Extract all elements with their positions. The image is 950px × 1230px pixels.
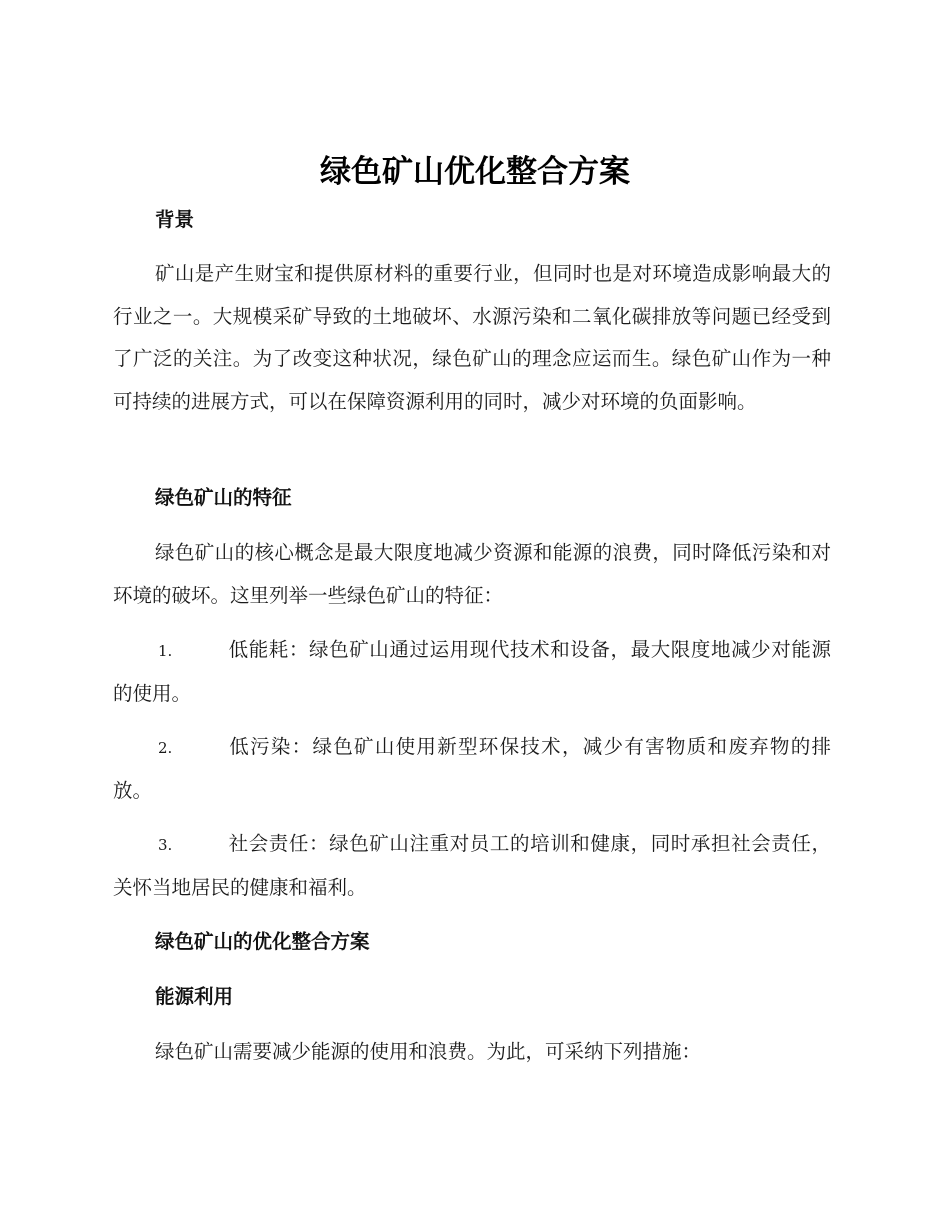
heading-features: 绿色矿山的特征 — [155, 486, 292, 509]
document-title: 绿色矿山优化整合方案 — [320, 154, 630, 190]
list-item-2 — [113, 726, 831, 812]
heading-energy: 能源利用 — [155, 985, 234, 1008]
list-item-3 — [113, 823, 831, 909]
heading-plan: 绿色矿山的优化整合方案 — [155, 930, 370, 953]
paragraph-energy: 绿色矿山需要减少能源的使用和浪费。为此，可采纳下列措施： — [155, 1040, 702, 1063]
list-item-text: 低污染：绿色矿山使用新型环保技术，减少有害物质和废弃物的排放。 — [113, 735, 831, 802]
list-item-number: 2. — [158, 739, 173, 757]
list-item-number: 1. — [158, 642, 173, 660]
list-item-number: 3. — [158, 836, 173, 854]
paragraph-features: 绿色矿山的核心概念是最大限度地减少资源和能源的浪费，同时降低污染和对环境的破坏。这里列举一些绿色矿山的特征： — [113, 541, 831, 607]
list-item-text: 社会责任：绿色矿山注重对员工的培训和健康，同时承担社会责任，关怀当地居民的健康和福利。 — [113, 832, 831, 899]
list-item-1 — [113, 629, 831, 715]
heading-background: 背景 — [155, 208, 195, 231]
list-item-text: 低能耗：绿色矿山通过运用现代技术和设备，最大限度地减少对能源的使用。 — [113, 638, 831, 705]
paragraph-background: 矿山是产生财宝和提供原材料的重要行业，但同时也是对环境造成影响最大的行业之一。大规模采矿导致的土地破坏、水源污染和二氧化碳排放等问题已经受到了广泛的关注。为了改变这种状况，绿色矿山的理念应运而生。绿色矿山作为一种可持续的进展方式，可以在保障资源利用的同时，减少对环境的负面影响。 — [113, 262, 831, 413]
